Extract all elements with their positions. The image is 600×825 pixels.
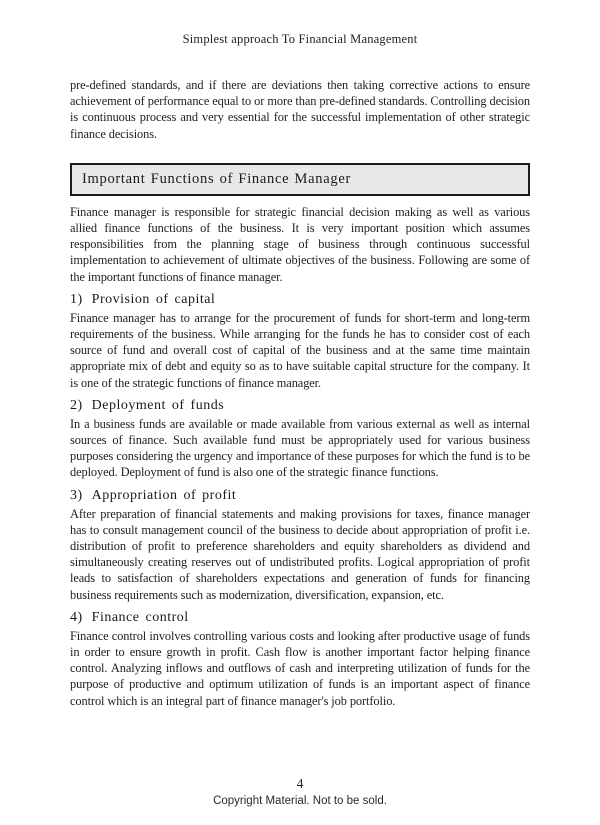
intro-paragraph: pre-defined standards, and if there are deviations then taking corrective actions to ensure achievement of performance equal to or more than pre-defined standards. Controlling decision is continuous process and very essential for the successful implementation of other strategic finance decisions. — [70, 78, 530, 141]
function-title: Deployment of funds — [91, 397, 225, 413]
function-body: After preparation of financial statements and making provisions for taxes, finance manager has to consult management council of the business to decide about appropriation of profit i.e. distribution of profit to preference shareholders and equity shareholders as dividend and simultaneously creating reserves out of undistributed profits. Logical appropriation of profit leads to satisfaction of shareholders expectations and generation of funds for financing business requirements such as modernization, diversification, expansion, etc. — [70, 506, 530, 602]
function-number: 3) — [70, 487, 83, 503]
page-footer — [0, 776, 600, 807]
function-body: In a business funds are available or made available from various external as well as internal sources of finance. Such available fund must be appropriately used for various business purposes considering the urgency and importance of these purposes for which the fund is to be deployed. Deployment of fund is also one of the strategic finance functions. — [70, 416, 530, 480]
section-title: Important Functions of Finance Manager — [82, 170, 351, 187]
function-section-provision-of-capital — [70, 292, 530, 391]
function-heading — [70, 488, 530, 504]
section-intro-paragraph: Finance manager is responsible for strategic financial decision making as well as various allied finance functions of the business. It is very important position which assumes responsibilities from the planning stage of business through continuous successful implementation to achievement of ultimate objectives of the business. Following are some of the important functions of finance manager. — [70, 204, 530, 284]
function-body: Finance manager has to arrange for the procurement of funds for short-term and long-term requirements of the business. While arranging for the funds he has to consider cost of each source of fund and overall cost of capital of the business and at the same time maintain appropriate mix of debt and equity so as to have suitable capital structure for the company. It is one of the strategic functions of finance manager. — [70, 310, 530, 390]
page-number: 4 — [296, 776, 304, 791]
function-heading — [70, 610, 530, 626]
function-title: Finance control — [91, 609, 189, 625]
function-number: 2) — [70, 397, 83, 413]
function-number: 1) — [70, 291, 83, 307]
function-heading — [70, 398, 530, 414]
copyright-notice: Copyright Material. Not to be sold. — [213, 795, 387, 807]
function-number: 4) — [70, 609, 83, 625]
function-body: Finance control involves controlling various costs and looking after productive usage of funds in order to ensure growth in profit. Cash flow is another important factor helping finance control. Analyzing inflows and outflows of cash and interpreting utilization of funds for the purpose of productive and optimum utilization of funds is an important aspect of finance control which is an integral part of finance manager's job portfolio. — [70, 628, 530, 708]
function-section-deployment-of-funds — [70, 398, 530, 481]
function-title: Provision of capital — [91, 291, 216, 307]
function-section-finance-control — [70, 610, 530, 709]
function-title: Appropriation of profit — [91, 487, 237, 503]
section-title-box — [70, 163, 530, 196]
function-section-appropriation-of-profit — [70, 488, 530, 603]
running-header: Simplest approach To Financial Management — [182, 32, 418, 46]
function-heading — [70, 292, 530, 308]
